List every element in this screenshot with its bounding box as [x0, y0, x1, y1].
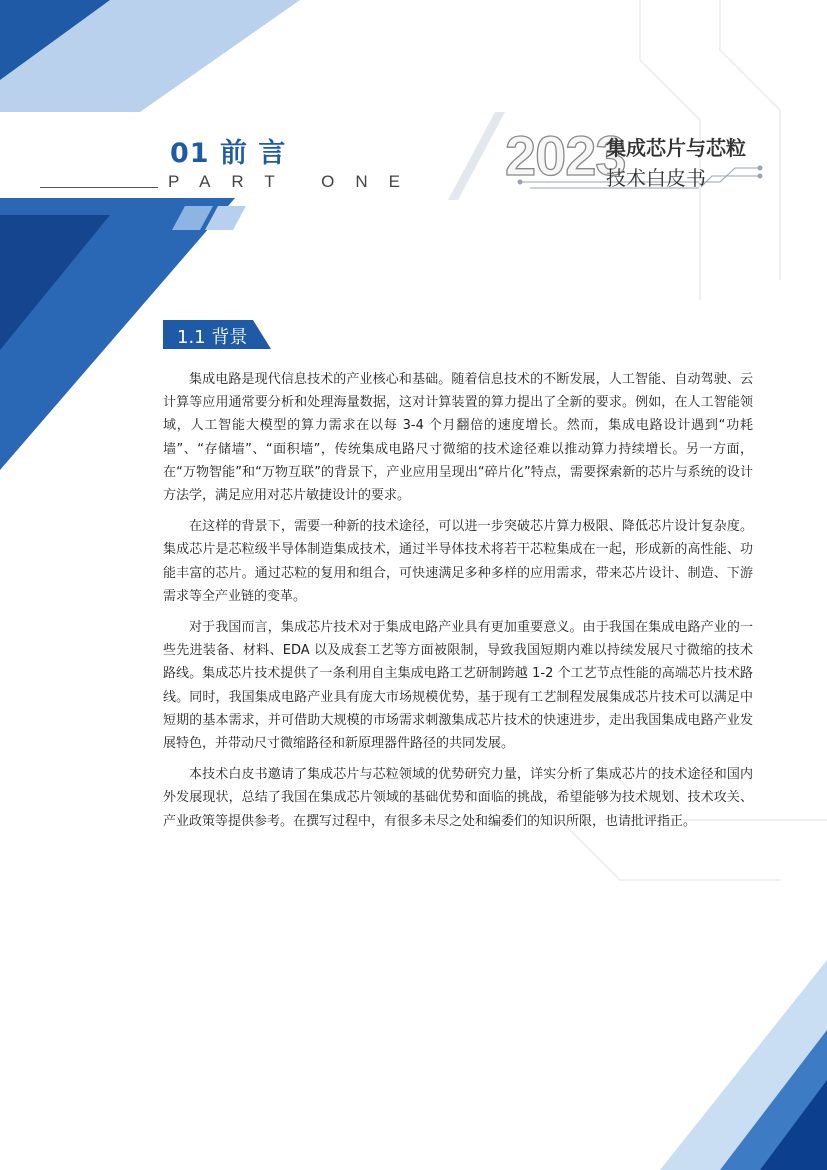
body-text [163, 368, 753, 841]
paragraph-3: 对于我国而言，集成芯片技术对于集成电路产业具有更加重要意义。由于我国在集成电路产业的一些先进装备、材料、EDA 以及成套工艺等方面被限制，导致我国短期内难以持续发展尺寸微缩的技术路线。集成芯片技术提供了一条利用自主集成电路工艺研制跨越 1-2 个工艺节点性能的高端芯片技术路线。同时，我国集成电路产业具有庞大市场规模优势，基于现有工艺制程发展集成芯片技术可以满足中短期的基本需求，并可借助大规模的市场需求刺激集成芯片技术的快速进步，走出我国集成电路产业发展特色，并带动尺寸微缩路径和新原理器件路径的共同发展。 [163, 620, 753, 752]
header-rule [40, 187, 158, 188]
paragraph-1: 集成电路是现代信息技术的产业核心和基础。随着信息技术的不断发展，人工智能、自动驾驶、云计算等应用通常要分析和处理海量数据，这对计算装置的算力提出了全新的要求。例如，在人工智能领域，人工智能大模型的算力需求在以每 3-4 个月翻倍的速度增长。然而，集成电路设计遇到“功耗墙”、“存储墙”、“面积墙”，传统集成电路尺寸微缩的技术途径难以推动算力持续增长。另一方面，在“万物智能”和“万物互联”的背景下，产业应用呈现出“碎片化”特点，需要探索新的芯片与系统的设计方法学，满足应用对芯片敏捷设计的要求。 [163, 372, 753, 504]
brand-year: 2023 [505, 124, 626, 187]
paragraph-4: 本技术白皮书邀请了集成芯片与芯粒领域的优势研究力量，详实分析了集成芯片的技术途径和国内外发展现状，总结了我国在集成芯片领域的基础优势和面临的挑战，希望能够为技术规划、技术攻关、产业政策等提供参考。在撰写过程中，有很多未尽之处和编委们的知识所限，也请批评指正。 [163, 767, 753, 829]
chapter-title: 01 前 言 [170, 138, 287, 169]
paragraph-2: 在这样的背景下，需要一种新的技术途径，可以进一步突破芯片算力极限、降低芯片设计复杂度。集成芯片是芯粒级半导体制造集成技术，通过半导体技术将若干芯粒集成在一起，形成新的高性能、功能丰富的芯片。通过芯粒的复用和组合，可快速满足多种多样的应用需求，带来芯片设计、制造、下游需求等全产业链的变革。 [163, 519, 753, 604]
section-title: 1.1 背景 [177, 327, 248, 348]
section-heading [163, 320, 271, 349]
brand-doc-type: 技术白皮书 [606, 166, 706, 190]
chapter-subtitle: PART ONE [168, 172, 422, 191]
brand-name: 集成芯片与芯粒 [606, 136, 746, 160]
